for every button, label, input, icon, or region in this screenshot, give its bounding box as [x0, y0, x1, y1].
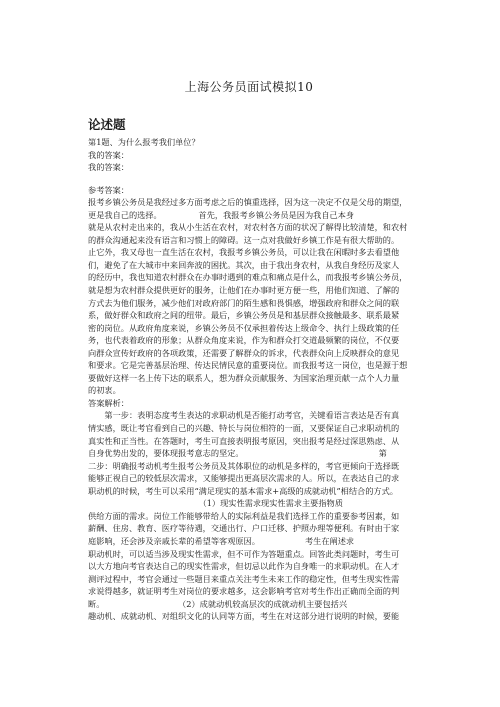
analysis-line: 第一步：表明态度考生表达的求职动机是否能打动考官，关键看语言表达是否有真	[88, 410, 400, 421]
analysis-line: 能够正视自己的较低层次需求，又能够提出更高层次需求的人。所以，在表达自己的求	[88, 473, 400, 484]
reference-answer-line: 的初衷。	[88, 385, 121, 396]
reference-answer-line: 密的岗位。从政府角度来说，乡镇公务员不仅承担着传达上级命令、执行上级政策的任	[88, 322, 400, 333]
analysis-line: 真实性和正当性。在答题时，考生可直接表明报考原因，突出报考是经过深思熟虑、从	[88, 435, 400, 446]
reference-answer-line: 止它外，我又母也一直生活在农村，我报考乡镇公务员，可以让我在闲暇时多去看望他	[88, 247, 400, 258]
reference-answer-label: 参考答案：	[88, 184, 129, 195]
reference-answer-line: 系，做好群众和政府之间的纽带。最后，乡镇公务员是和基层群众接触最多、联系最紧	[88, 310, 400, 321]
analysis-body	[88, 409, 410, 622]
analysis-line: 职动机时，可以适当涉及现实性需求，但不可作为答题重点。回答此类问题时，考生可	[88, 548, 400, 559]
reference-answer-line: 就是从农村走出来的，我从小生活在农村，对农村各方面的状况了解得比较清楚，和农村	[88, 222, 408, 233]
analysis-line: 庭影响，还会涉及亲戚长辈的希望等客观原因。 考生在阐述求	[88, 535, 355, 546]
reference-answer-line: 和要求。它是完善基层治理、传达民情民意的重要岗位。而我报考这一岗位，也是源于想	[88, 360, 408, 371]
document-title: 上海公务员面试模拟10	[184, 80, 314, 94]
analysis-line: 二步：明确报考动机考生报考公务员及其体职位的动机是多样的，考官更倾向于选择既	[88, 460, 400, 471]
section-title: 论述题	[88, 117, 126, 132]
my-answer-label: 我的答案：	[88, 149, 129, 160]
analysis-line: （1）现实性需求现实性需求主要指物质	[88, 498, 343, 509]
analysis-label: 答案解析：	[88, 397, 129, 408]
analysis-line: 职动机的时候，考生可以采用“满足现实的基本需求+高级的成就动机”相结合的方式。	[88, 485, 398, 496]
question-text: 第1题、为什么报考我们单位？	[88, 137, 200, 147]
analysis-line: 情实感，既让考官看到自己的兴趣、特长与岗位相符的一面，又要保证自己求职动机的	[88, 423, 400, 434]
analysis-line: 测评过程中，考官会通过一些题目来重点关注考生未来工作的稳定性，但考生现实性需	[88, 573, 400, 584]
analysis-line: 自身优势出发的，要体现报考意志的坚定。 第	[88, 448, 387, 459]
document-page	[88, 78, 410, 623]
analysis-line: 供给方面的需求。岗位工作能够带给人的实际利益是我们选择工作的重要参考因素，如	[88, 510, 400, 521]
analysis-line: 求说得越多，就证明考生对岗位的要求越多，这会影响考官对考生作出正确而全面的判	[88, 586, 400, 597]
reference-answer-line: 就是想为农村群众提供更好的服务，让他们在办事时更方便一些，用他们知道、了解的	[88, 285, 400, 296]
reference-answer-line: 报考乡镇公务员是我经过多方面考虑之后的慎重选择，因为这一决定不仅是父母的期望，	[88, 197, 408, 208]
analysis-line: 趣动机、成就动机、对组织文化的认同等方面，考生在对这部分进行说明的时候，要能	[88, 611, 400, 622]
reference-answer-body	[88, 196, 410, 397]
reference-answer-line: 的经历中，我也知道农村群众在办事时遇到的难点和痛点是什么，而我报考乡镇公务员，	[88, 272, 408, 283]
analysis-line: 断。 （2）成就动机较高层次的成就动机主要包括兴	[88, 598, 348, 609]
reference-answer-line: 向群众宣传好政府的各项政策，还需要了解群众的诉求，代表群众向上反映群众的意见	[88, 347, 400, 358]
reference-answer-line: 们，避免了在大城市中来回奔波的困扰。其次，由于我出身农村，从我自身经历及家人	[88, 259, 400, 270]
reference-answer-line: 的群众沟通起来没有语言和习惯上的障碍。这一点对我做好乡镇工作是有很大帮助的。	[88, 234, 400, 245]
reference-answer-line: 方式去为他们服务，减少他们对政府部门的陌生感和畏惧感，增强政府和群众之间的联	[88, 297, 400, 308]
analysis-line: 薪酬、住房、教育、医疗等待遇，交通出行、户口迁移、护照办理等便利。有时由于家	[88, 523, 400, 534]
reference-answer-line: 要做好这样一名上传下达的联系人，想为群众贡献服务、为国家治理贡献一点个人力量	[88, 372, 400, 383]
reference-answer-line: 务，也代表着政府的形象；从群众角度来说，作为和群众打交道最频繁的岗位，不仅要	[88, 335, 400, 346]
my-answer-label: 我的答案：	[88, 162, 129, 173]
analysis-line: 以大方地向考官表达自己的现实性需求，但切忌以此作为自身唯一的求职动机。在人才	[88, 561, 400, 572]
reference-answer-line: 更是我自己的选择。 首先，我报考乡镇公务员是因为我自己本身	[88, 209, 355, 220]
